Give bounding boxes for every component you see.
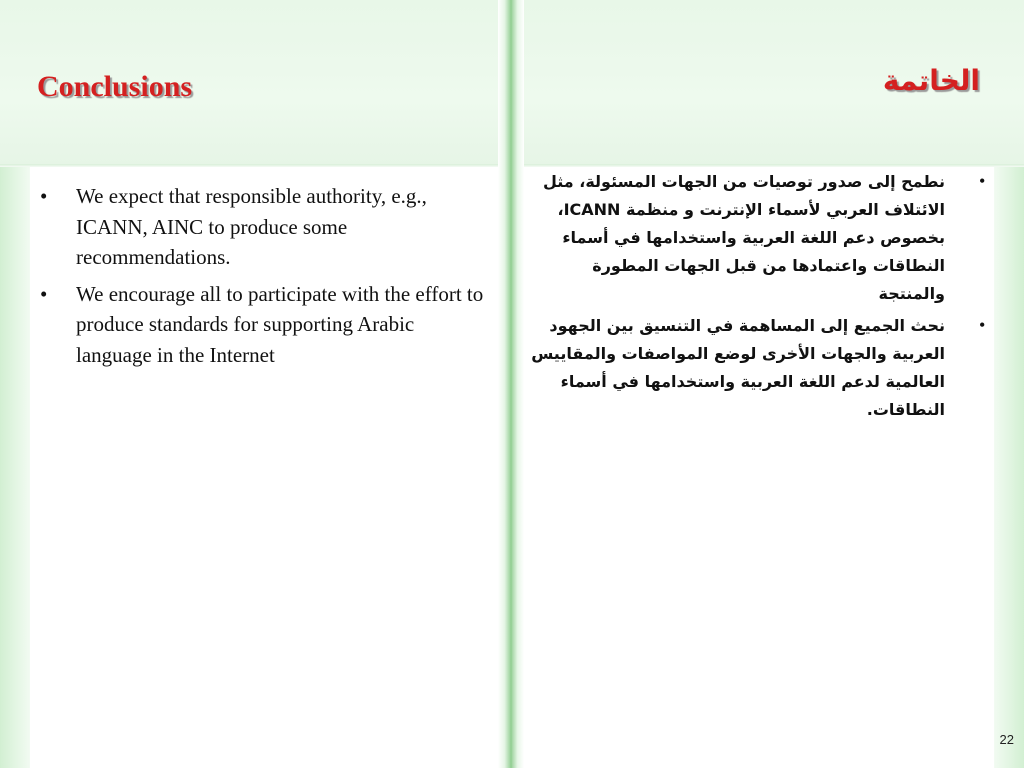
arabic-bullet-list	[530, 168, 985, 428]
center-spine-divider	[498, 0, 524, 768]
bullet-text: We expect that responsible authority, e.g., ICANN, AINC to produce some recommendations.	[76, 184, 427, 269]
bullet-icon: •	[979, 173, 985, 190]
bullet-text: نحث الجميع إلى المساهمة في التنسيق بين الجهود العربية والجهات الأخرى لوضع المواصفات والمقاييس العالمية لدعم اللغة العربية واستخدامها في أسماء النطاقات.	[531, 316, 945, 419]
list-item	[40, 181, 490, 273]
bullet-icon: •	[979, 317, 985, 334]
bullet-text: We encourage all to participate with the effort to produce standards for supporting Arabic language in the Internet	[76, 281, 484, 367]
bullet-icon: •	[40, 281, 48, 306]
english-bullet-list	[40, 181, 490, 376]
slide-title-arabic: الخاتمة	[882, 64, 980, 97]
list-item	[530, 312, 985, 424]
slide-title-english: Conclusions	[37, 70, 193, 103]
list-item	[40, 279, 490, 371]
list-item	[530, 168, 985, 308]
bullet-text: نطمح إلى صدور توصيات من الجهات المسئولة، مثل الائتلاف العربي لأسماء الإنترنت و منظمة ICANN، بخصوص دعم اللغة العربية واستخدامها في أسماء النطاقات واعتمادها من قبل الجهات المطورة والمنتجة	[542, 172, 945, 303]
bullet-icon: •	[40, 184, 48, 208]
page-number: 22	[999, 732, 1014, 747]
